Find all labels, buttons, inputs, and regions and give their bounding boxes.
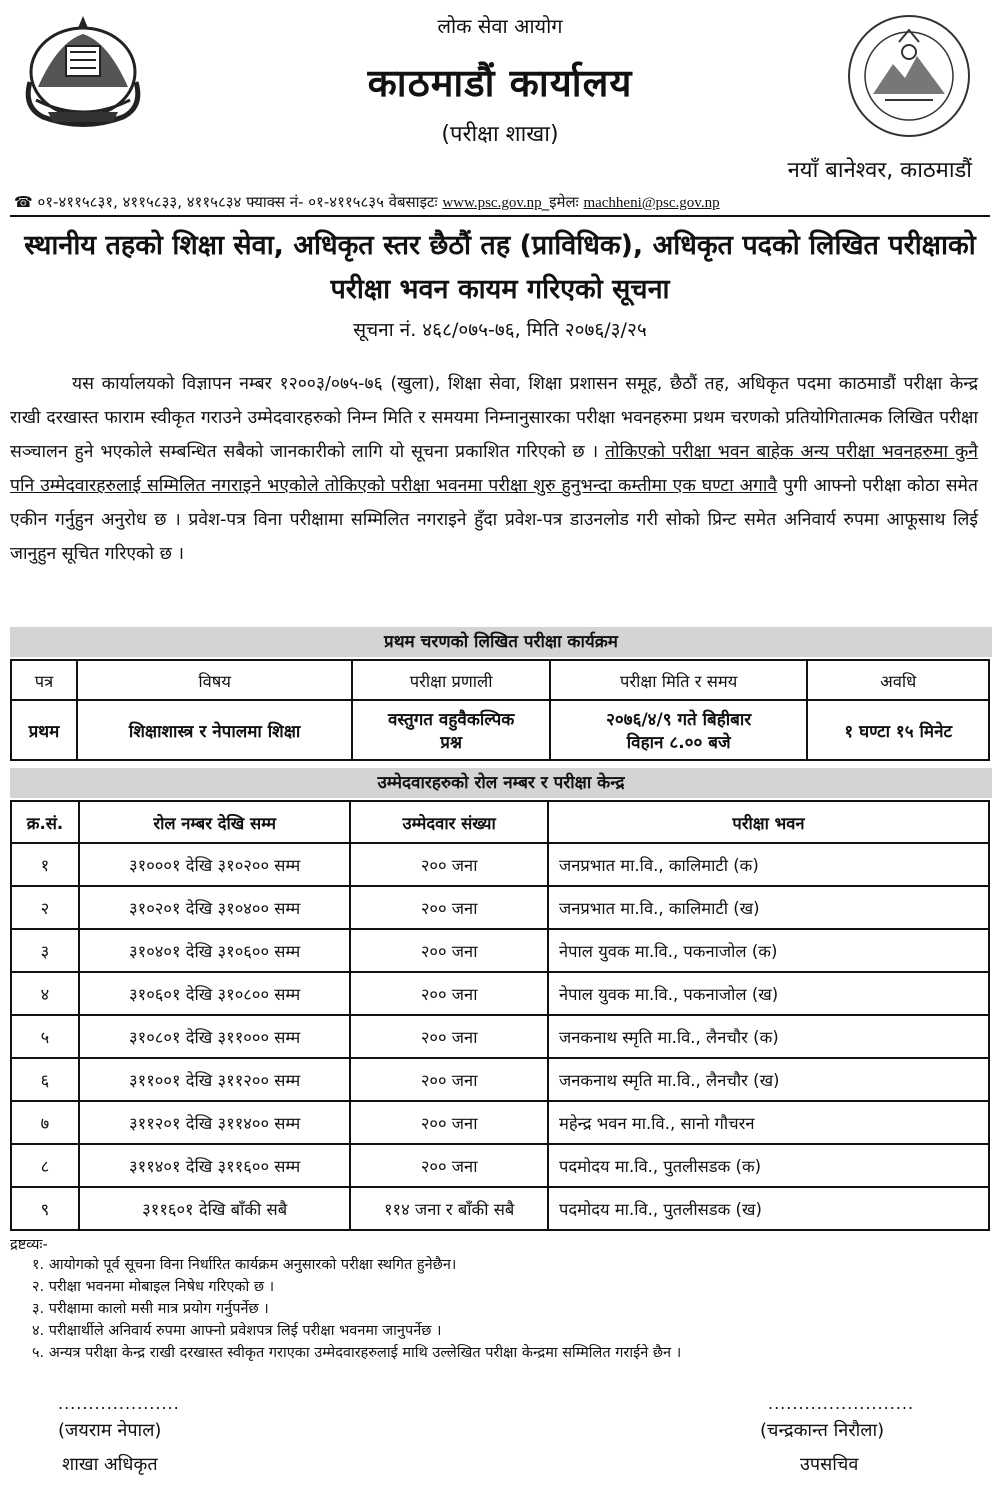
candidate-count-cell: ११४ जना र बाँकी सबै (350, 1187, 548, 1230)
candidate-count-cell: २०० जना (350, 1101, 548, 1144)
roll-range-cell: ३११४०१ देखि ३११६०० सम्म (79, 1144, 350, 1187)
notes-list (32, 1254, 681, 1364)
serial-cell: ६ (11, 1058, 79, 1101)
candidate-count-cell: २०० जना (350, 1058, 548, 1101)
roll-range-cell: ३१०४०१ देखि ३१०६०० सम्म (79, 929, 350, 972)
contact-line (14, 192, 720, 212)
centers-header: क्र.सं. (11, 801, 79, 843)
right-signature-line: ........................ (768, 1394, 915, 1413)
notice-number-date: सूचना नं. ४६८/०७५-७६, मिति २०७६/३/२५ (353, 319, 647, 341)
left-signatory-name: (जयराम नेपाल) (58, 1420, 162, 1441)
phone-fax-text: ☎ ०१-४११५८३१, ४११५८३३, ४११५८३४ फ्याक्स नं- ०१-४११५८३५ वेबसाइटः (14, 193, 438, 211)
exam-hall-cell: नेपाल युवक मा.वि., पकनाजोल (क) (548, 929, 989, 972)
center-row (11, 1187, 989, 1230)
website-link[interactable]: www.psc.gov.np (442, 195, 542, 211)
roll-range-cell: ३११००१ देखि ३११२०० सम्म (79, 1058, 350, 1101)
serial-cell: ८ (11, 1144, 79, 1187)
serial-cell: ४ (11, 972, 79, 1015)
office-name: काठमाडौं कार्यालय (367, 61, 633, 105)
schedule-header-row (11, 660, 989, 700)
date-line: २०७६/४/९ गते बिहीबार (606, 710, 752, 730)
centers-body (11, 843, 989, 1230)
schedule-band-title: प्रथम चरणको लिखित परीक्षा कार्यक्रम (10, 627, 992, 657)
centers-header-row (11, 801, 989, 843)
paper-cell: प्रथम (11, 700, 77, 760)
candidate-count-cell: २०० जना (350, 1144, 548, 1187)
body-text-1: यस कार्यालयको विज्ञापन नम्बर १२००३/०७५-७६ (खुला), शिक्षा सेवा, शिक्षा प्रशासन समूह, छैठौं तह, अधिकृत पदमा काठमाडौं परीक्षा केन्द्र राखी दरखास्त फाराम स्वीकृत गराउने उम्मेदवारहरुको निम्न मिति र समयमा निम्नानुसारका परीक्षा भवनहरुमा प्रथम चरणको प्रतियोगितात्मक लिखित परीक्षा सञ्चालन हुने भएकोले सम्बन्धित सबैको जानकारीको लागि यो सूचना प्रकाशित गरिएको छ । (10, 374, 978, 462)
office-address: नयाँ बानेश्वर, काठमाडौं (787, 158, 972, 183)
exam-hall-cell: जनकनाथ स्मृति मा.वि., लैनचौर (ख) (548, 1058, 989, 1101)
candidate-count-cell: २०० जना (350, 972, 548, 1015)
serial-cell: २ (11, 886, 79, 929)
section-name: (परीक्षा शाखा) (441, 122, 559, 147)
note-item: १. आयोगको पूर्व सूचना विना निर्धारित कार्यक्रम अनुसारको परीक्षा स्थगित हुनेछैन। (32, 1257, 457, 1273)
centers-header: उम्मेदवार संख्या (350, 801, 548, 843)
schedule-row (11, 700, 989, 760)
exam-hall-cell: नेपाल युवक मा.वि., पकनाजोल (ख) (548, 972, 989, 1015)
duration-cell: १ घण्टा १५ मिनेट (807, 700, 989, 760)
exam-hall-cell: पदमोदय मा.वि., पुतलीसडक (ख) (548, 1187, 989, 1230)
roll-range-cell: ३१०८०१ देखि ३११००० सम्म (79, 1015, 350, 1058)
left-signature-line: .................... (58, 1394, 180, 1413)
centers-header: रोल नम्बर देखि सम्म (79, 801, 350, 843)
center-row (11, 1015, 989, 1058)
exam-hall-cell: जनकनाथ स्मृति मा.वि., लैनचौर (क) (548, 1015, 989, 1058)
serial-cell: ९ (11, 1187, 79, 1230)
notice-title: स्थानीय तहको शिक्षा सेवा, अधिकृत स्तर छैठौं तह (प्राविधिक), अधिकृत पदको लिखित परीक्षाको परीक्षा भवन कायम गरिएको सूचना (24, 230, 976, 305)
notes-heading: द्रष्टव्यः- (10, 1237, 48, 1253)
email-label: _इमेलः (541, 193, 579, 211)
schedule-header: परीक्षा मिति र समय (550, 660, 807, 700)
notice-body (10, 367, 978, 571)
center-row (11, 929, 989, 972)
center-row (11, 972, 989, 1015)
roll-range-cell: ३१०००१ देखि ३१०२०० सम्म (79, 843, 350, 886)
center-row (11, 1144, 989, 1187)
candidate-count-cell: २०० जना (350, 843, 548, 886)
schedule-header: पत्र (11, 660, 77, 700)
exam-hall-cell: जनप्रभात मा.वि., कालिमाटी (ख) (548, 886, 989, 929)
org-name: लोक सेवा आयोग (437, 14, 563, 38)
body-underlined-text: तोकिएको परीक्षा भवन बाहेक अन्य परीक्षा भवनहरुमा कुनै पनि उम्मेदवारहरुलाई सम्मिलित नगराइने भएकोले तोकिएको परीक्षा भवनमा परीक्षा शुरु हुनुभन्दा कम्तीमा एक घण्टा अगावै (10, 442, 978, 496)
schedule-header: अवधि (807, 660, 989, 700)
centers-table (10, 800, 990, 1231)
serial-cell: ३ (11, 929, 79, 972)
center-row (11, 886, 989, 929)
center-row (11, 1058, 989, 1101)
note-item: ३. परीक्षामा कालो मसी मात्र प्रयोग गर्नुपर्नेछ । (32, 1301, 269, 1317)
candidate-count-cell: २०० जना (350, 1015, 548, 1058)
note-item: ५. अन्यत्र परीक्षा केन्द्र राखी दरखास्त स्वीकृत गराएका उम्मेदवारहरुलाई माथि उल्लेखित परीक्षा केन्द्रमा सम्मिलित गराईने छैन । (32, 1345, 682, 1361)
serial-cell: ५ (11, 1015, 79, 1058)
system-cell (352, 700, 550, 760)
note-item: ४. परीक्षार्थीले अनिवार्य रुपमा आफ्नो प्रवेशपत्र लिई परीक्षा भवनमा जानुपर्नेछ । (32, 1323, 442, 1339)
subject-cell: शिक्षाशास्त्र र नेपालमा शिक्षा (77, 700, 352, 760)
time-line: विहान ८.०० बजे (626, 733, 731, 753)
schedule-header: विषय (77, 660, 352, 700)
email-link[interactable]: machheni@psc.gov.np (583, 195, 720, 211)
candidate-count-cell: २०० जना (350, 886, 548, 929)
system-line: वस्तुगत वहुवैकल्पिक (387, 710, 515, 730)
center-row (11, 843, 989, 886)
date-cell (550, 700, 807, 760)
note-item: २. परीक्षा भवनमा मोबाइल निषेध गरिएको छ । (32, 1279, 275, 1295)
candidate-count-cell: २०० जना (350, 929, 548, 972)
serial-cell: ७ (11, 1101, 79, 1144)
schedule-table (10, 659, 990, 761)
centers-header: परीक्षा भवन (548, 801, 989, 843)
centers-band-title: उम्मेदवारहरुको रोल नम्बर र परीक्षा केन्द्र (10, 768, 992, 798)
center-row (11, 1101, 989, 1144)
right-signatory-name: (चन्द्रकान्त निरौला) (760, 1420, 885, 1441)
serial-cell: १ (11, 843, 79, 886)
roll-range-cell: ३११२०१ देखि ३११४०० सम्म (79, 1101, 350, 1144)
system-line: प्रश्न (440, 733, 462, 753)
exam-hall-cell: पदमोदय मा.वि., पुतलीसडक (क) (548, 1144, 989, 1187)
roll-range-cell: ३१०६०१ देखि ३१०८०० सम्म (79, 972, 350, 1015)
exam-hall-cell: जनप्रभात मा.वि., कालिमाटी (क) (548, 843, 989, 886)
right-signatory-title: उपसचिव (800, 1454, 859, 1475)
roll-range-cell: ३११६०१ देखि बाँकी सबै (79, 1187, 350, 1230)
header-divider (10, 215, 990, 217)
schedule-header: परीक्षा प्रणाली (352, 660, 550, 700)
left-signatory-title: शाखा अधिकृत (62, 1454, 158, 1475)
body-text-2: पुगी आफ्नो परीक्षा कोठा समेत एकीन गर्नुहुन अनुरोध छ । प्रवेश-पत्र विना परीक्षामा सम्मिलित नगराइने हुँदा प्रवेश-पत्र डाउनलोड गरी सोको प्रिन्ट समेत अनिवार्य रुपमा आफूसाथ लिई जानुहुन सूचित गरिएको छ । (10, 476, 978, 564)
exam-hall-cell: महेन्द्र भवन मा.वि., सानो गौचरन (548, 1101, 989, 1144)
roll-range-cell: ३१०२०१ देखि ३१०४०० सम्म (79, 886, 350, 929)
